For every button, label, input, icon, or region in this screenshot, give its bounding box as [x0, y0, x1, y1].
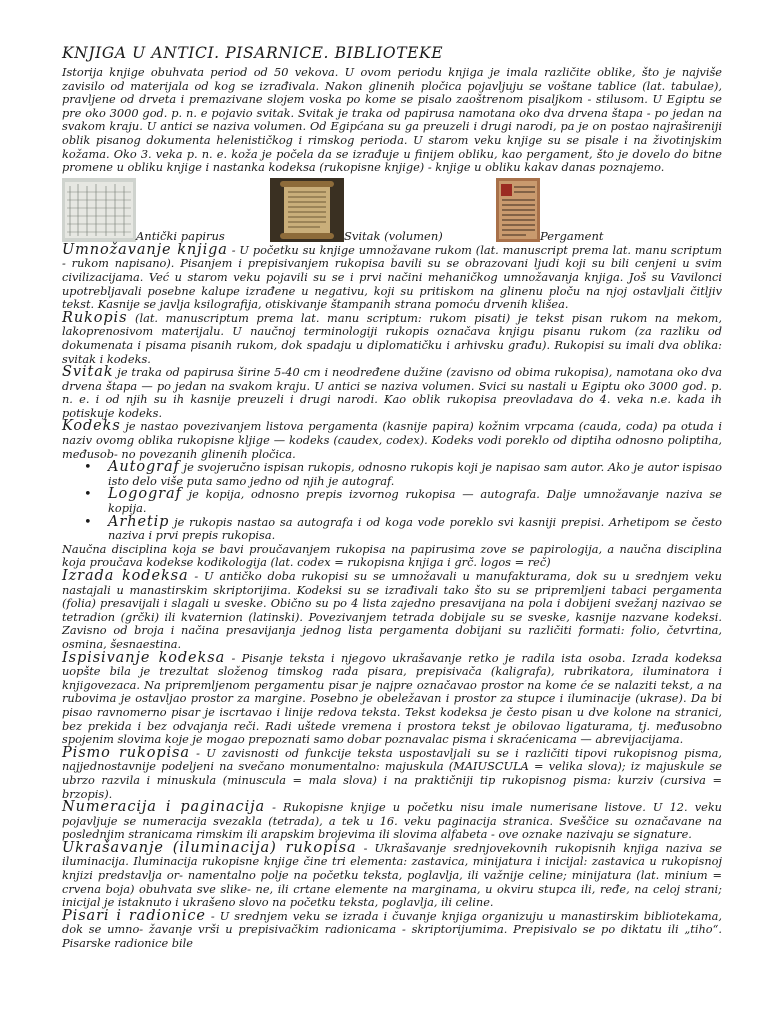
term-heading: Autograf [108, 459, 180, 476]
section-heading: Umnožavanje knjiga [62, 241, 228, 258]
section-text: - U zavisnosti od funkcije teksta uspostavljali su se i različiti tipovi rukopisnog pisma, najjednostavnije podeljeni na svečano monumentalno: majuskula (MAIUSCULA = velika slova); iz majuskule se ubrzo razvila i minuskula (minuscula = mala slova) i na praktičniji tip rukopisnog pisma: kurziv (cursiva = brzopis). [62, 745, 722, 801]
figure-caption: Svitak (volumen) [344, 228, 443, 243]
parchment-image [496, 178, 540, 242]
section-umnozavanje [62, 241, 723, 312]
page-title: KNJIGA U ANTICI. PISARNICE. BIBLIOTEKE [62, 44, 444, 62]
section-heading: Numeracija i paginacija [62, 799, 266, 816]
section-text: - Rukopisne knjige u početku nisu imale numerisane listove. U 12. veku pojavljuje se numeracija svezakla (tetrada), a tek u 16. veku paginacija stranica. Sveščice su označavane na poslednjim stranicama rimskim ili arapskim brojevima ili slovima alfabeta - ove oznake nazivaju se signature. [62, 800, 722, 842]
section-text: je nastao povezivanjem listova pergamenta (kasnije papira) kožnim vrpcama (cauda, coda) pa otuda i naziv ovomg oblika rukopisne kljige — kodeks (caudex, codex). Kodeks vodi poreklo od diptiha odnosno poliptiha, međusob- no povezanih glinenih pločica. [62, 419, 722, 461]
section-heading: Rukopis [62, 309, 128, 326]
term-heading: Logograf [108, 486, 182, 503]
section-heading: Svitak [62, 364, 114, 381]
figure-parchment [496, 178, 603, 242]
section-iluminacija [62, 839, 722, 910]
section-heading: Izrada kodeksa [62, 568, 189, 584]
section-kodeks [62, 420, 722, 461]
section-ispisivanje [62, 649, 722, 747]
figure-caption: Antički papirus [136, 228, 225, 243]
figure-caption: Pergament [540, 228, 604, 243]
term-text: je rukopis nastao sa autografa i od koga vode poreklo svi kasniji prepisi. Arhetipom se često naziva i prvi prepis rukopisa. [108, 514, 722, 543]
section-heading: Ukrašavanje (iluminacija) rukopisa [62, 839, 357, 856]
section-heading: Ispisivanje kodeksa [62, 649, 226, 666]
scroll-image [270, 178, 344, 242]
section-text: je traka od papirusa širine 5-40 cm i neodređene dužine (zavisno od obima rukopisa), namotana oko dva drvena štapa — po jedan na svakom kraju. U antici se naziva volumen. Svici su nastali u Egiptu oko 3000 god. p. n. e. i od njih su ih kasnije preuzeli i drugi narodi. Kao oblik rukopisa preovladava do 4. veka n.e. kada ih potiskuje kodeks. [62, 365, 722, 420]
figure-scroll [270, 178, 496, 242]
section-heading: Kodeks [62, 418, 121, 435]
section-text: (lat. manuscriptum prema lat. manu scriptum: rukom pisati) je tekst pisan rukom na mekom, lakoprenosivom materijalu. U naučnoj terminologiji rukopis označava knjigu pisanu rukom (za razliku od dokumenata i pisama pisanih rukom, dok spadaju u diplomatičku i arhivsku građu). Rukopisi su imali dva oblika: svitak i kodeks. [62, 310, 722, 366]
intro-paragraph: Istorija knjige obuhvata period od 50 vekova. U ovom periodu knjiga je imala različite oblike, što je najviše zavisilo od materijala od kog se izrađivala. Nakon glinenih pločica pojavljuju se voštane tablice (lat. tabulae), pravljene od drveta i premazivane slojem voska po kome se pisalo zaoštrenom pisaljkom - stilusom. U Egiptu se pre oko 3000 god. p. n. e pojavio svitak. Svitak je traka od papirusa namotana oko dva drvena štapa - po jedan na svakom kraju. U antici se naziva volumen. Od Egipćana su ga preuzeli i drugi narodi, pa je on postao najrašireniji oblik pisanog dokumenta helenističkog i rimskog perioda. U starom veku knjige su se pisale i na životinjskim kožama. Oko 3. veka p. n. e. koža je počela da se izrađuje u finijem obliku, kao pergament, što je dovelo do bitne promene u obliku knjige i nastanka kodeksa (rukopisne knjige) - knjige u obliku kakav danas poznajemo. [62, 65, 722, 175]
papyrus-image [62, 178, 136, 242]
section-heading: Pisari i radionice [62, 907, 206, 924]
section-heading: Pismo rukopisa [62, 744, 190, 761]
section-svitak [62, 366, 722, 420]
term-text: je kopija, odnosno prepis izvornog rukopisa — autografa. Dalje umnožavanje naziva se kopija. [108, 487, 722, 516]
term-text: je svojeručno ispisan rukopis, odnosno rukopis koji je napisao sam autor. Ako je autor ispisao isto delo više puta samo jedno od njih je autograf. [108, 460, 722, 488]
list-item [82, 513, 722, 543]
figures-row [62, 176, 722, 242]
section-text: - U srednjem veku se izrada i čuvanje knjiga organizuju u manastirskim bibliotekama, dok se umno- žavanje vrši u prepisivačkim radionicama - skriptorijumima. Prepisivalo se po diktatu ili „tiho“. Pisarske radionice bile [62, 908, 722, 951]
section-izrada [62, 570, 722, 652]
term-list [62, 461, 722, 543]
section-rukopis [62, 309, 722, 366]
term-heading: Arhetip [108, 513, 170, 530]
list-item [82, 461, 722, 488]
list-item [82, 488, 722, 515]
section-text: - U antičko doba rukopisi su se umnožavali u manufakturama, dok su u srednjem veku nastajali u manastirskim skriptorijima. Kodeksi su se izrađivali tako što su se pripremljeni tabaci pergamenta (folia) presavijali i slagali u sveske. Obično su po 4 lista zajedno presavijana na pola i dobijeni svežanj nazivao se tetradion (grčki) ili kvaternion (latinski). Povezivanjem tetrada dobijale su se sveske, kasnije nazvane kodeksi. Zavisno od broja i načina presavijanja jednog lista pergamenta dobijani su različiti formati: folio, četvrtina, osmina, šesnaestina. [62, 569, 722, 651]
figure-papyrus [62, 178, 270, 242]
section-text: - Ukrašavanje srednjovekovnih rukopisnih knjiga naziva se iluminacija. Iluminacija rukopisne knjige čine tri elementa: zastavica, minijatura i inicijal: zastavica u rukopisnoj knjizi predstavlja or- namentalno polje na početku teksta, poglavlja, ili važnije celine; minijatura (lat. minium = crvena boja) obuhvata sve slike- ne, ili crtane elemente na marginama, u okviru stupca ili, ređe, na celoj strani; inicijal je istaknuto i ukrašeno slovo na početku teksta, poglavlja, ili celine. [62, 840, 722, 910]
section-pisari [62, 907, 722, 951]
codicology-paragraph: Naučna disciplina koja se bavi proučavanjem rukopisa na papirusima zove se papirologija, a naučna disciplina koja proučava kodekse kodikologija (lat. codex = rukopisna knjiga i grč. logos = reč) [62, 541, 722, 570]
section-text: - Pisanje teksta i njegovo ukrašavanje retko je radila ista osoba. Izrada kodeksa uopšte bila je trezultat složenog timskog rada pisara, prepisivača (kaligrafa), rubrikatora, iluminatora i knjigovezaca. Na pripremljenom pergamentu pisar je najpre označavao prostor na kome će se nalaziti tekst, a na rubovima je ostavljao prostor za margine. Posebno je obeležavan i prostor za stupce i iluminacije (ukrase). Da bi pisao ravnomerno pisar je iscrtavao i linije redova teksta. Tekst kodeksa je često pisan u dve kolone na stranici, bez prekida i bez odvajanja reči. Radi uštede vremena i prostora tekst je obilovao ligaturama, tj. međusobno spojenim slovima koje je mogao prepoznati samo dobar poznavalac pisma i skraćenicama — abrevijacijama. [62, 650, 722, 747]
section-pismo [62, 744, 722, 801]
section-numeracija [62, 801, 722, 842]
section-text: - U početku su knjige umnožavane rukom (lat. manuscript prema lat. manu scriptum - rukom napisano). Pisanjem i prepisivanjem rukopisa bavili su se obrazovani ljudi koji su bili cenjeni u svim civilizacijama. Već u starom veku pojavili su se i prvi načini mehaničkog umnožavanja knjiga. Još su Vavilonci upotrebljavali posebne kalupe izrađene u negativu, koji su pritiskom na glinenu ploču na njoj ostavljali čitljiv tekst. Kasnije se javlja ksilografija, otiskivanje štampanih strana pomoću drvenih klišea. [62, 242, 723, 312]
